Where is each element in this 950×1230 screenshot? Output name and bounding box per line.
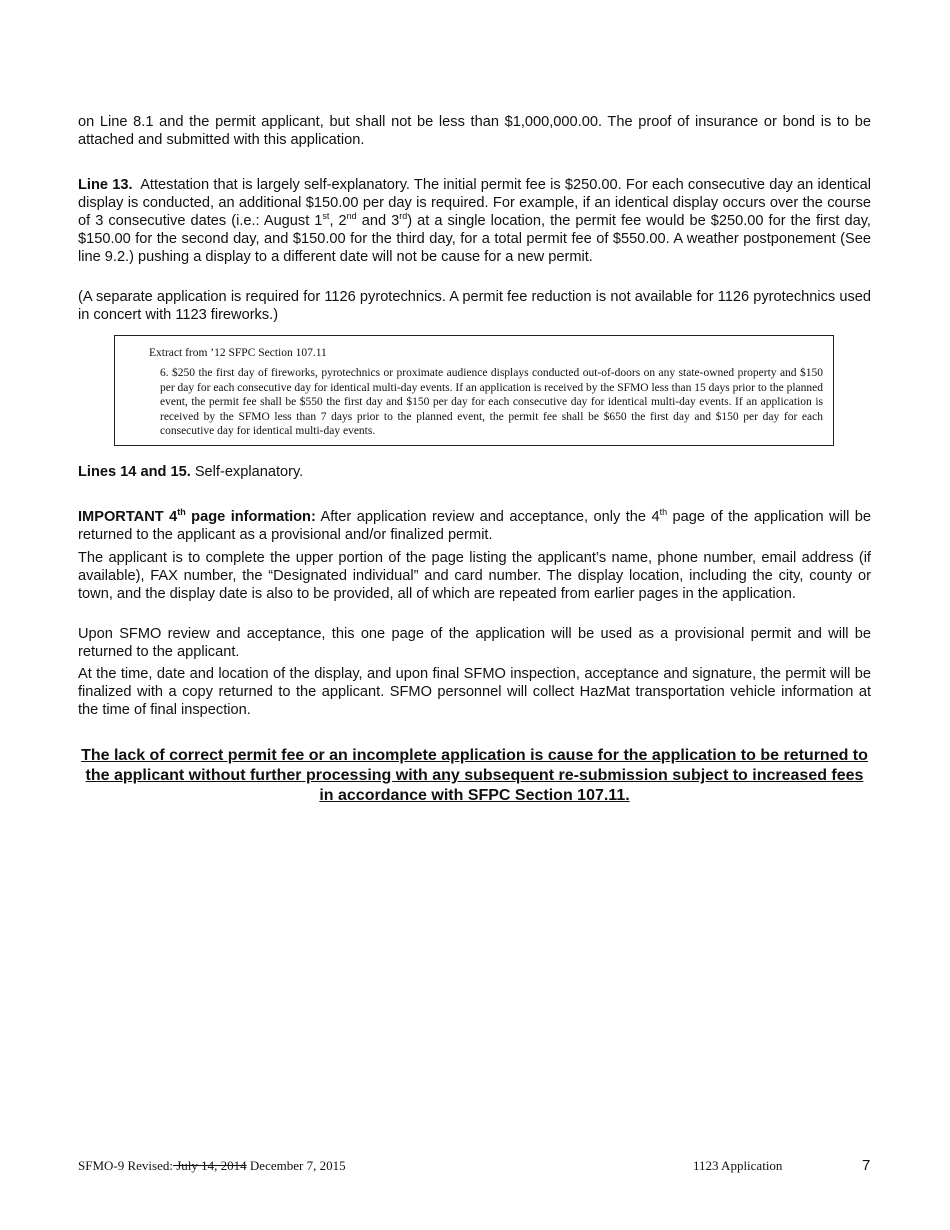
extract-title: Extract from ’12 SFPC Section 107.11: [149, 347, 327, 359]
provisional-permit-paragraph: Upon SFMO review and acceptance, this one page of the application will be used as a provisional permit and will be returned to the applicant.: [78, 626, 871, 660]
superscript: nd: [346, 211, 357, 222]
lines14-15-heading: Lines 14 and 15.: [78, 464, 191, 480]
line13-text: and 3: [356, 213, 400, 229]
line13-heading: Line 13.: [78, 177, 133, 193]
footer-old-date: July 14, 2014: [172, 1158, 247, 1173]
code-extract-box: [114, 335, 834, 446]
fee-warning-notice: The lack of correct permit fee or an incomplete application is cause for the application to be returned to the applicant without further processing with any subsequent re-submission subject to increased fees in accordance with SFPC Section 107.11.: [81, 747, 868, 804]
line13-text: , 2: [329, 213, 347, 229]
line13-text: ) at a single location, the permit fee would be $250.00 for the first day, $150.00 for the second day, and $150.00 for the third day, for a total permit fee of $550.00. A weather postponement (See line 9.2.) pushing a display to a different date will not be cause for a new permit.: [78, 213, 871, 265]
important-text: page of the application will be returned to the applicant as a provisional and/or finalized permit.: [78, 509, 871, 543]
superscript: st: [322, 211, 330, 222]
final-inspection-paragraph: At the time, date and location of the display, and upon final SFMO inspection, acceptance and signature, the permit will be finalized with a copy returned to the applicant. SFMO personnel will collect HazMat transportation vehicle information at the time of final inspection.: [78, 666, 871, 718]
footer-revision: [78, 1158, 346, 1174]
footer-form-id: SFMO-9 Revised:: [78, 1158, 173, 1173]
superscript: th: [659, 507, 668, 518]
important-paragraph: [78, 508, 871, 544]
important-heading: IMPORTANT 4th page information:: [78, 507, 316, 525]
important-text: After application review and acceptance, only the 4: [320, 509, 660, 525]
line13-text: Attestation that is largely self-explanatory. The initial permit fee is $250.00. For each consecutive day an identical display is conducted, an additional $150.00 per day is required. For example, if an identical display occurs over the course of 3 consecutive dates (i.e.: August 1: [78, 177, 872, 229]
lines14-15-paragraph: [78, 463, 871, 481]
superscript: rd: [399, 211, 408, 222]
applicant-info-paragraph: The applicant is to complete the upper portion of the page listing the applicant’s name, phone number, email address (if available), FAX number, the “Designated individual” and card number. The display location, including the city, county or town, and the display date is also to be provided, all of which are repeated from earlier pages in the application.: [78, 550, 871, 602]
footer-form-name: 1123 Application: [693, 1158, 783, 1173]
page-number: 7: [862, 1157, 871, 1174]
extract-body: 6. $250 the first day of fireworks, pyrotechnics or proximate audience displays conducted out-of-doors on any state-owned property and $150 per day for each consecutive day for identical multi-day events. If an application is received by the SFMO less than 15 days prior to the planned event, the permit fee shall be $550 the first day and $150 per day for each consecutive day for identical multi-day events. If an application is received by the SFMO less than 7 days prior to the planned event, the permit fee shall be $650 the first day and $150 per day for each consecutive day for identical multi-day events.: [160, 367, 823, 437]
line13-paragraph: [78, 176, 871, 266]
intro-paragraph: on Line 8.1 and the permit applicant, but shall not be less than $1,000,000.00. The proof of insurance or bond is to be attached and submitted with this application.: [78, 114, 871, 148]
line13-note: (A separate application is required for 1126 pyrotechnics. A permit fee reduction is not available for 1126 pyrotechnics used in concert with 1123 fireworks.): [78, 289, 871, 323]
footer-new-date: December 7, 2015: [246, 1158, 346, 1173]
lines14-15-text: Self-explanatory.: [194, 464, 304, 480]
